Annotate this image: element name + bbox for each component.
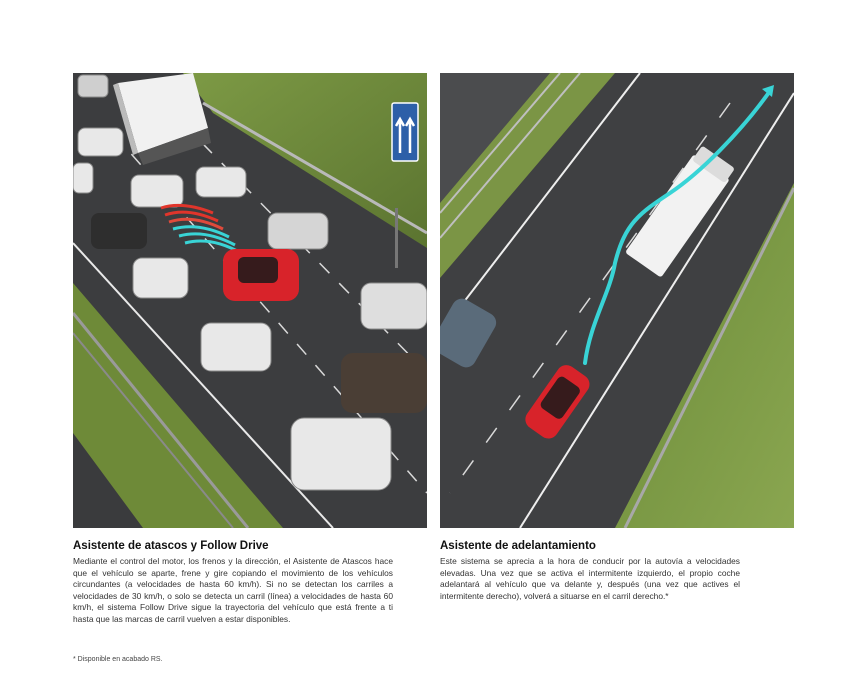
overtake-section bbox=[440, 540, 740, 602]
footnote: * Disponible en acabado RS. bbox=[73, 656, 163, 663]
overtake-body: Este sistema se aprecia a la hora de conducir por la autovía a velocidades elevadas. Una vez que se activa el intermitente izquierdo, el propio coche adelantará al vehículo que va delante y, después (una vez que actives el intermitente derecho), volverá a situarse en el carril derecho.* bbox=[440, 556, 740, 601]
overtake-illustration bbox=[440, 73, 794, 528]
traffic-jam-illustration bbox=[73, 73, 427, 528]
traffic-jam-body: Mediante el control del motor, los frenos y la dirección, el Asistente de Atascos hace que el vehículo se aparte, frene y gire copiando el movimiento de los vehículos circundantes (a velocidades de hasta 60 km/h). Si no se detectan los carriles a velocidades de 30 km/h, o solo se detecta un carril (línea) a velocidades de hasta 60 km/h, el sistema Follow Drive sigue la trayectoria del vehículo que está frente a ti hasta que las marcas de carril vuelven a estar disponibles. bbox=[73, 556, 393, 624]
traffic-jam-image bbox=[73, 73, 427, 528]
traffic-jam-section bbox=[73, 540, 393, 626]
overtake-image bbox=[440, 73, 794, 528]
overtake-title: Asistente de adelantamiento bbox=[440, 540, 596, 552]
highlight-red-car bbox=[223, 249, 299, 301]
traffic-jam-title: Asistente de atascos y Follow Drive bbox=[73, 540, 269, 552]
